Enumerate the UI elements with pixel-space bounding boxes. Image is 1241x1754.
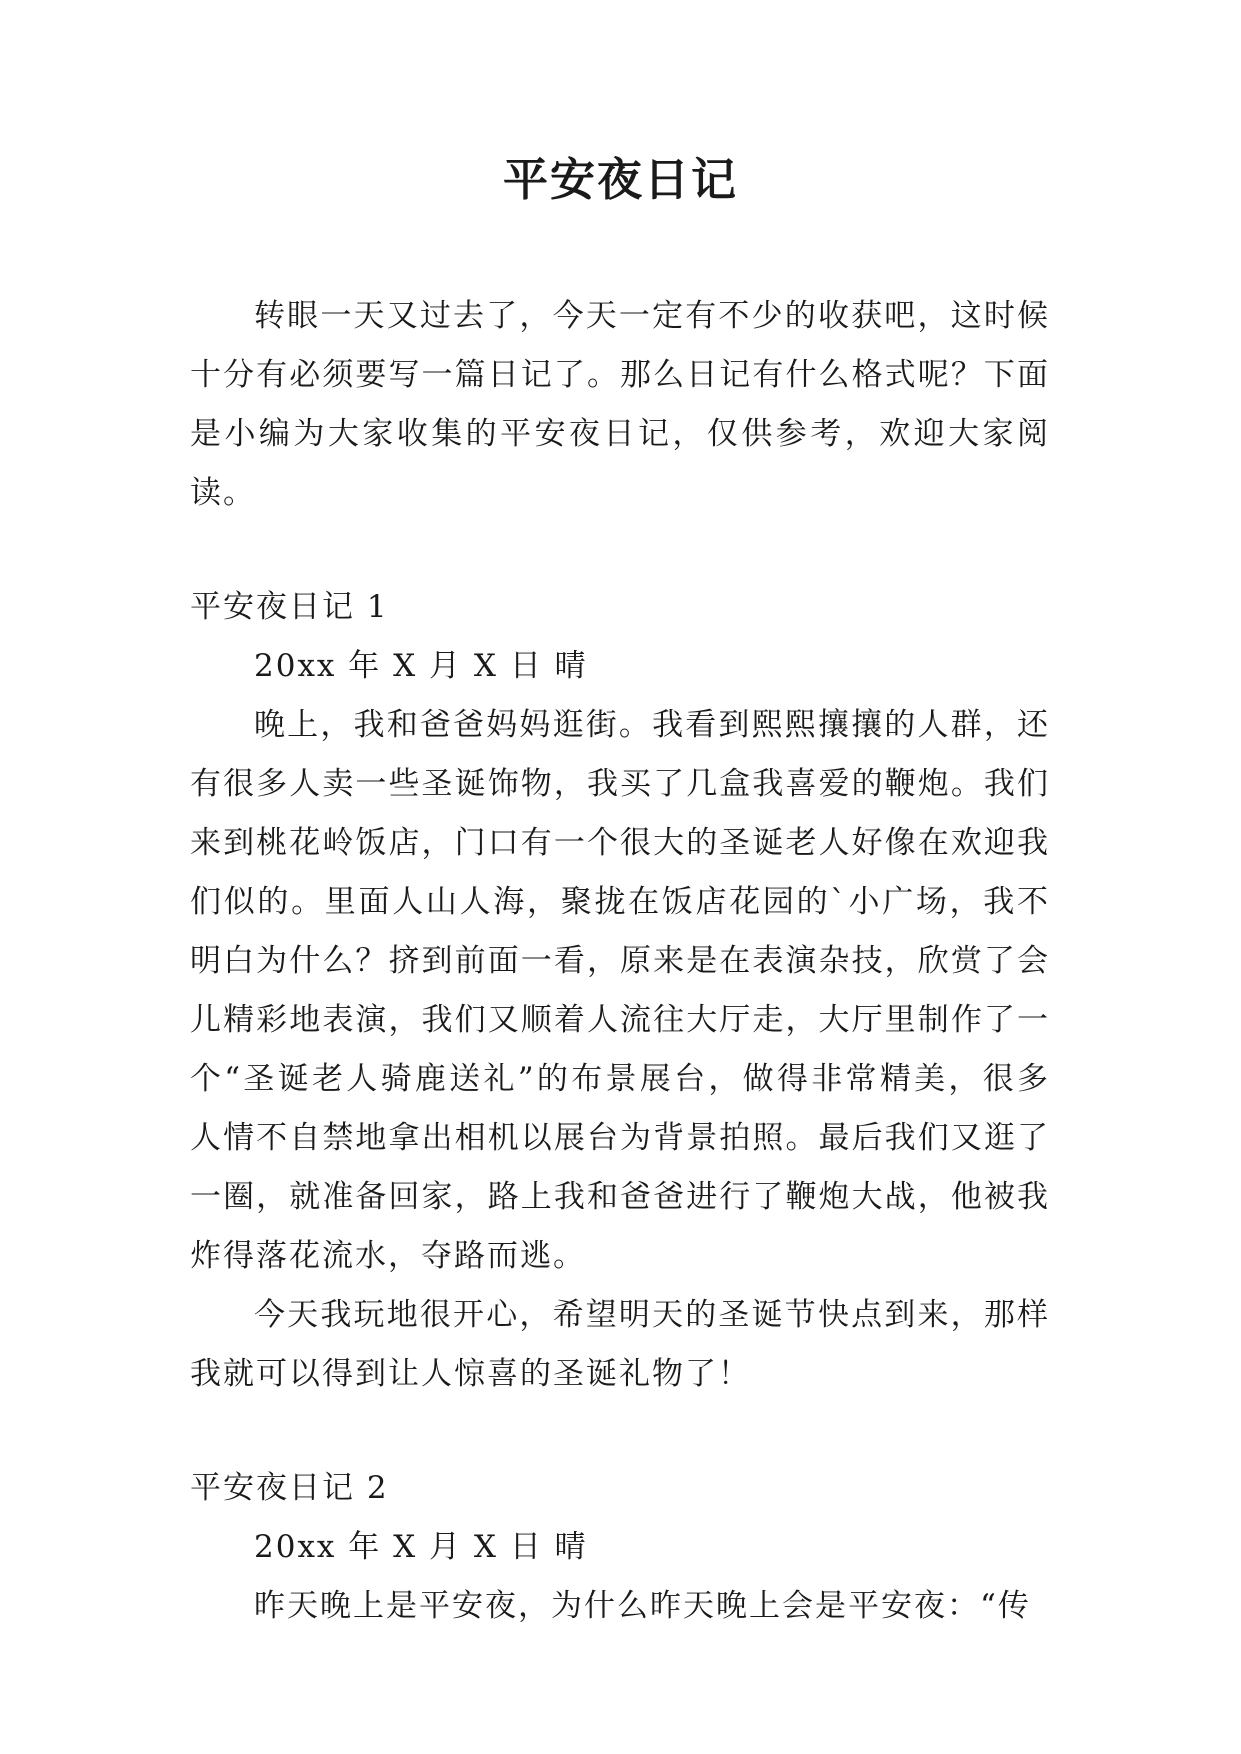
document-title: 平安夜日记 [502, 153, 738, 206]
section-spacer [190, 523, 1050, 578]
section-heading: 平安夜日记 1 [190, 589, 389, 625]
section-heading: 平安夜日记 2 [190, 1470, 389, 1506]
entry-date: 20xx 年 X 月 X 日 晴 [254, 1529, 588, 1565]
entry-paragraph: 晚上，我和爸爸妈妈逛街。我看到熙熙攘攘的人群，还有很多人卖一些圣诞饰物，我买了几盒我喜爱的鞭炮。我们来到桃花岭饭店，门口有一个很大的圣诞老人好像在欢迎我们似的。里面人山人海，聚拢在饭店花园的`小广场，我不明白为什么？挤到前面一看，原来是在表演杂技，欣赏了会儿精彩地表演，我们又顺着人流往大厅走，大厅里制作了一个“圣诞老人骑鹿送礼”的布景展台，做得非常精美，很多人情不自禁地拿出相机以展台为背景拍照。最后我们又逛了一圈，就准备回家，路上我和爸爸进行了鞭炮大战，他被我炸得落花流水，夺路而逃。 [190, 707, 1050, 1274]
document-body [190, 287, 1050, 1636]
entry-paragraph: 昨天晚上是平安夜，为什么昨天晚上会是平安夜：“传 [254, 1588, 1031, 1624]
section-spacer [190, 1404, 1050, 1459]
entry-date: 20xx 年 X 月 X 日 晴 [254, 648, 588, 684]
diary-entry-1 [190, 578, 1050, 1404]
intro-paragraph: 转眼一天又过去了，今天一定有不少的收获吧，这时候十分有必须要写一篇日记了。那么日记有什么格式呢？下面是小编为大家收集的平安夜日记，仅供参考，欢迎大家阅读。 [190, 298, 1050, 511]
diary-entry-2 [190, 1459, 1050, 1636]
entry-paragraph: 今天我玩地很开心，希望明天的圣诞节快点到来，那样我就可以得到让人惊喜的圣诞礼物了！ [190, 1297, 1050, 1392]
